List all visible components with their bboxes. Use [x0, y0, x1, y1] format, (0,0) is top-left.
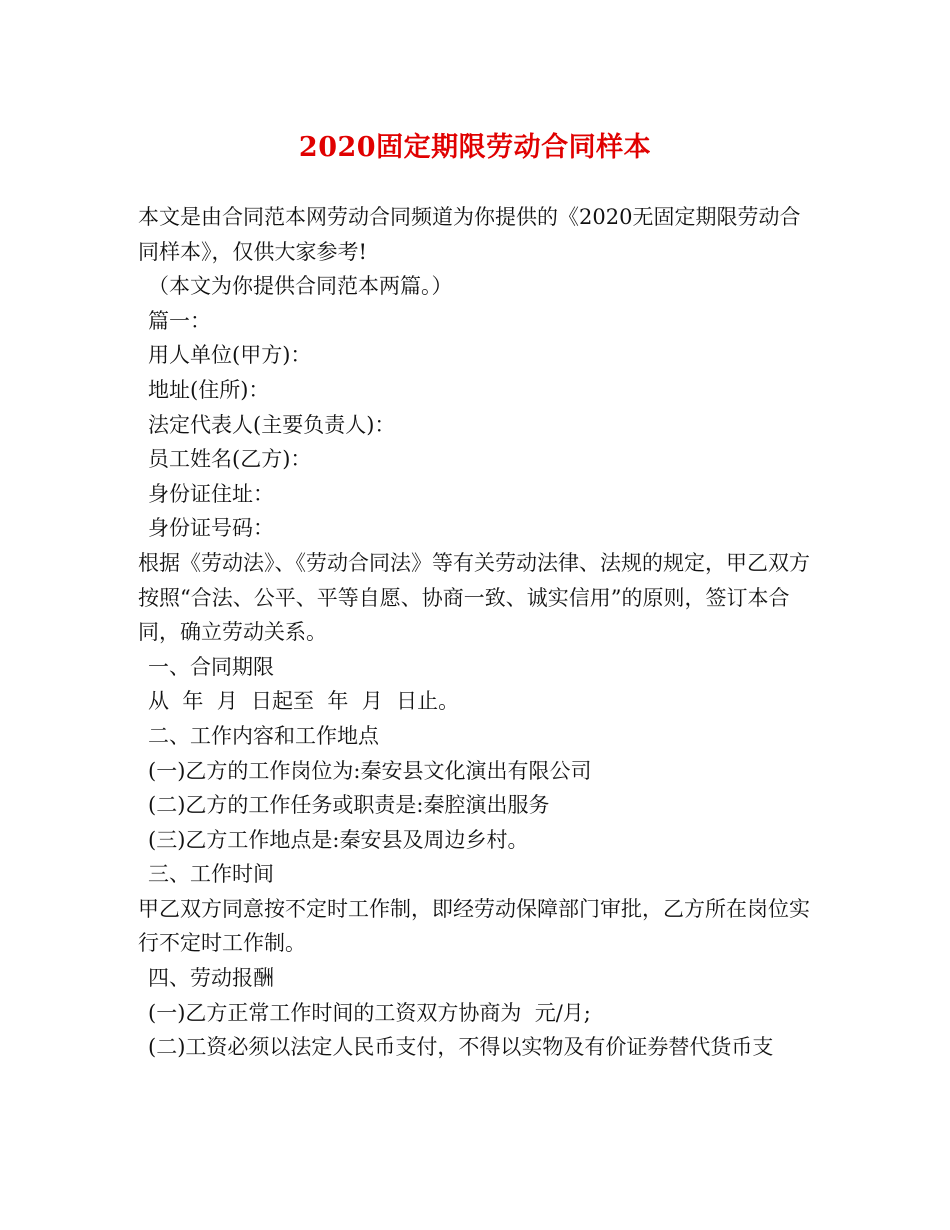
document-title: 2020固定期限劳动合同样本: [298, 132, 652, 163]
note-paragraph: （本文为你提供合同范本两篇。）: [148, 274, 453, 299]
section-4-item-1: (一)乙方正常工作时间的工资双方协商为 元/月;: [148, 1000, 591, 1025]
id-number-field: 身份证号码：: [148, 516, 274, 541]
address-field: 地址(住所)：: [148, 377, 270, 402]
section-2-item-3: (三)乙方工作地点是:秦安县及周边乡村。: [148, 827, 529, 852]
section-3-heading: 三、工作时间: [148, 862, 274, 887]
employer-field: 用人单位(甲方)：: [148, 343, 312, 368]
section-2-heading: 二、工作内容和工作地点: [148, 723, 379, 748]
part-one-heading: 篇一：: [148, 308, 211, 333]
document-body: [138, 200, 818, 1065]
employee-name-field: 员工姓名(乙方)：: [148, 447, 312, 472]
intro-paragraph: 本文是由合同范本网劳动合同频道为你提供的《2020无固定期限劳动合同样本》，仅供大家参考!: [138, 205, 801, 264]
section-2-item-1: (一)乙方的工作岗位为:秦安县文化演出有限公司: [148, 758, 592, 783]
id-address-field: 身份证住址：: [148, 481, 274, 506]
legal-rep-field: 法定代表人(主要负责人)：: [148, 412, 396, 437]
section-4-item-2: (二)工资必须以法定人民币支付，不得以实物及有价证券替代货币支: [148, 1035, 774, 1060]
basis-paragraph: 根据《劳动法》、《劳动合同法》等有关劳动法律、法规的规定，甲乙双方按照“合法、公平、平等自愿、协商一致、诚实信用”的原则，签订本合同，确立劳动关系。: [138, 550, 810, 645]
section-3-paragraph: 甲乙双方同意按不定时工作制，即经劳动保障部门审批，乙方所在岗位实行不定时工作制。: [138, 896, 810, 956]
section-2-item-2: (二)乙方的工作任务或职责是:秦腔演出服务: [148, 793, 550, 818]
section-1-heading: 一、合同期限: [148, 654, 274, 679]
section-1-term: 从 年 月 日起至 年 月 日止。: [148, 689, 460, 714]
section-4-heading: 四、劳动报酬: [148, 966, 274, 991]
